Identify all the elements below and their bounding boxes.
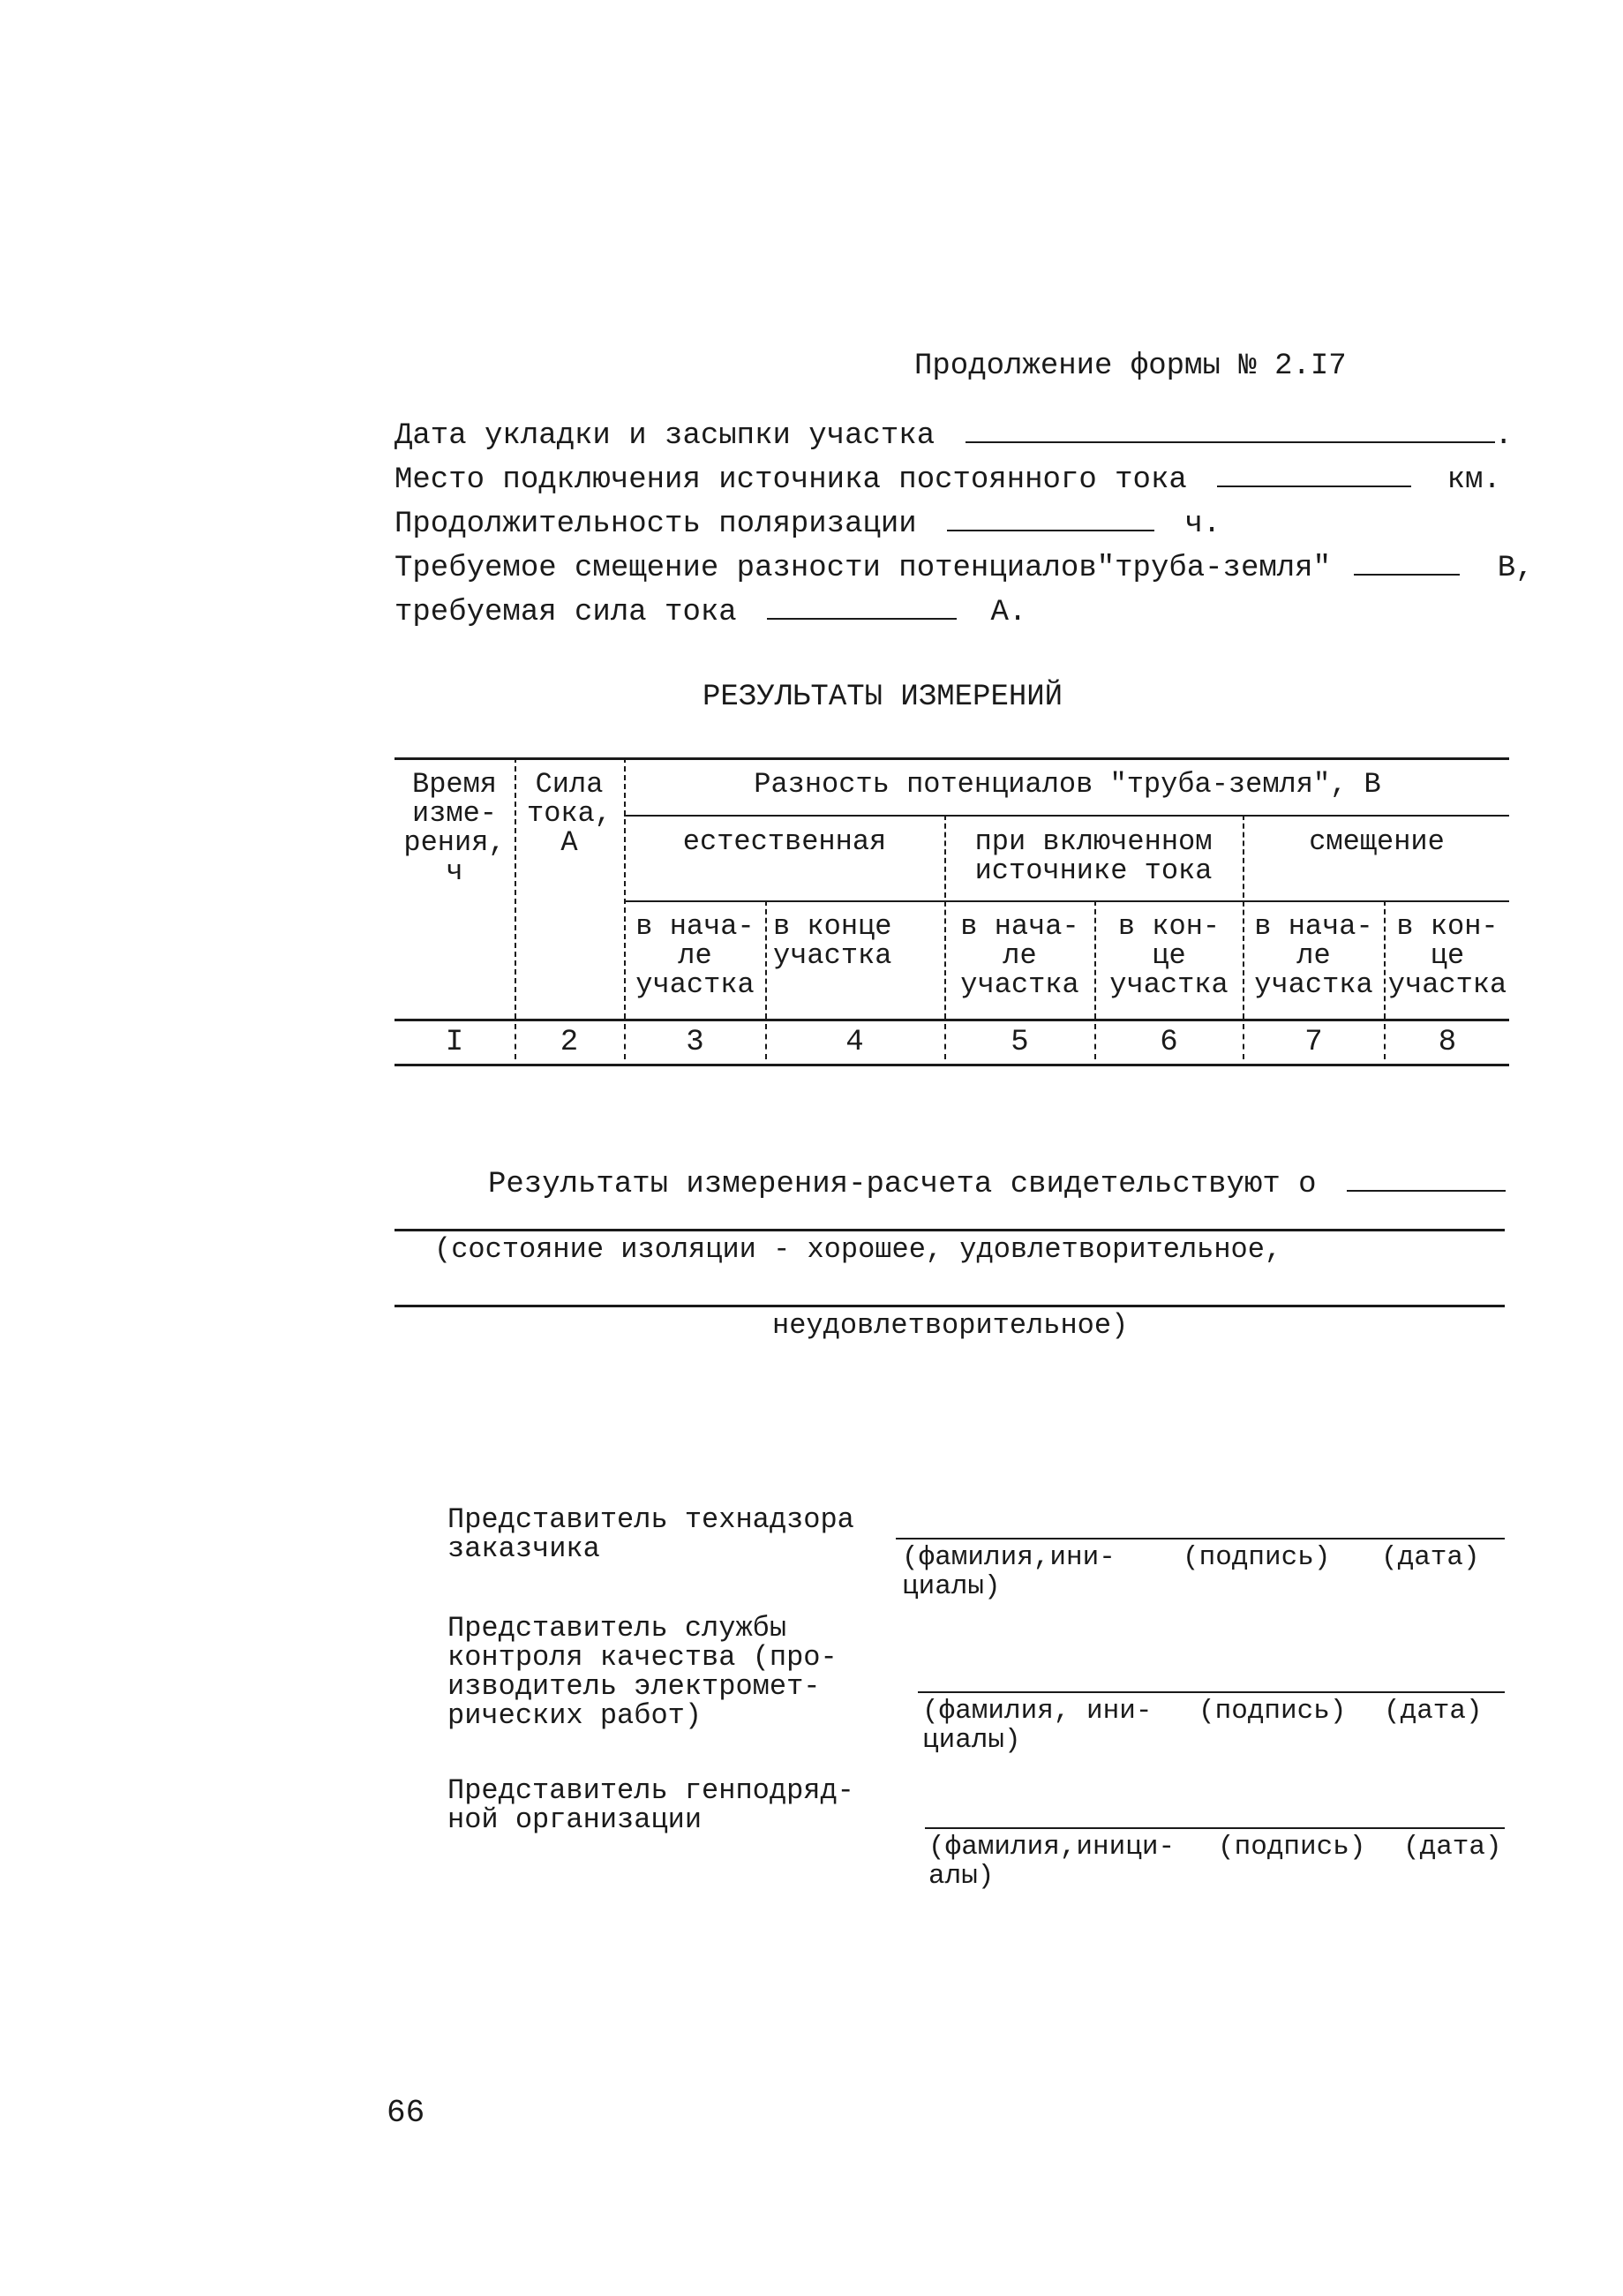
signature-line-quality[interactable]	[918, 1691, 1505, 1693]
field-connection-blank[interactable]	[1217, 459, 1411, 487]
signature-line-general-contractor[interactable]	[925, 1827, 1505, 1829]
conclusion-line-1[interactable]	[394, 1229, 1505, 1231]
signature-caption-date: (дата)	[1381, 1542, 1480, 1573]
field-duration-blank[interactable]	[947, 503, 1154, 531]
field-current-label: требуемая сила тока	[394, 596, 737, 629]
conclusion-caption-2: неудовлетворительное)	[772, 1309, 1129, 1342]
signature-label-quality: Представитель службы контроля качества (про- изводитель электромет- рических работ)	[447, 1612, 838, 1732]
table-header-source-on: при включенном источнике тока	[974, 825, 1213, 887]
field-duration-label: Продолжительность поляризации	[394, 508, 917, 541]
table-column-number: 5	[1011, 1026, 1029, 1059]
signature-caption-name: (фамилия,иници- алы)	[928, 1832, 1176, 1892]
signature-label-general-contractor: Представитель генподряд- ной организации	[447, 1774, 854, 1836]
page-number: 66	[387, 2095, 425, 2131]
table-header-shift-end: в кон- це участка	[1387, 910, 1507, 1001]
signature-label-customer: Представитель технадзора заказчика	[447, 1503, 854, 1565]
field-date-end: .	[1494, 419, 1513, 453]
signature-caption-sign: (подпись)	[1183, 1542, 1331, 1573]
signature-line-customer[interactable]	[896, 1538, 1505, 1539]
table-header-natural-start: в нача- ле участка	[635, 910, 755, 1001]
table-header-shift-start: в нача- ле участка	[1254, 910, 1373, 1001]
table-column-number: I	[445, 1026, 464, 1059]
table-rule-bottom	[394, 1064, 1509, 1066]
field-current-blank[interactable]	[767, 591, 957, 620]
field-potential-shift-unit: В,	[1497, 552, 1534, 585]
signature-caption-date: (дата)	[1384, 1696, 1483, 1727]
field-connection	[394, 459, 1501, 495]
table-rule-header-bottom	[394, 1019, 1509, 1021]
field-current	[394, 591, 1026, 628]
signature-caption-sign: (подпись)	[1218, 1832, 1366, 1863]
field-potential-shift-blank[interactable]	[1354, 547, 1460, 576]
form-continuation-header: Продолжение формы № 2.I7	[914, 350, 1347, 383]
table-header-source-end: в кон- це участка	[1109, 910, 1229, 1001]
field-current-unit: А.	[990, 596, 1027, 629]
table-column-number: 2	[560, 1026, 579, 1059]
table-rule-sub	[624, 900, 1509, 902]
table-rule-top	[394, 757, 1509, 760]
signature-caption-date: (дата)	[1403, 1832, 1502, 1863]
table-header-potential-difference: Разность потенциалов "труба-земля", В	[754, 768, 1381, 801]
table-header-shift: смещение	[1309, 825, 1445, 858]
table-header-natural-end: в конце участка	[773, 910, 892, 972]
signature-caption-sign: (подпись)	[1198, 1696, 1347, 1727]
signature-caption-name: (фамилия, ини- циалы)	[922, 1696, 1153, 1756]
table-header-time: Время изме- рения, ч	[403, 768, 506, 888]
field-potential-shift	[394, 547, 1534, 583]
table-header-source-start: в нача- ле участка	[960, 910, 1079, 1001]
table-header-current: Сила тока, А	[526, 768, 612, 859]
field-date-blank[interactable]	[966, 415, 1495, 443]
table-col-divider-3	[765, 900, 767, 1019]
table-rule-group	[624, 815, 1509, 817]
field-potential-shift-label: Требуемое смещение разности потенциалов"труба-земля"	[394, 552, 1331, 585]
field-connection-unit: км.	[1446, 463, 1501, 497]
conclusion-caption-1: (состояние изоляции - хорошее, удовлетворительное,	[434, 1233, 1282, 1266]
field-date	[394, 415, 1513, 451]
table-column-number: 8	[1438, 1026, 1457, 1059]
table-header-natural: естественная	[682, 825, 887, 858]
table-column-number: 7	[1304, 1026, 1323, 1059]
conclusion-blank[interactable]	[1347, 1163, 1506, 1192]
field-duration-unit: ч.	[1184, 508, 1221, 541]
table-column-number: 6	[1160, 1026, 1178, 1059]
conclusion-text: Результаты измерения-расчета свидетельствуют о	[488, 1168, 1317, 1201]
field-duration	[394, 503, 1221, 539]
signature-caption-name: (фамилия,ини- циалы)	[902, 1542, 1116, 1602]
table-column-number: 4	[845, 1026, 864, 1059]
conclusion-line-2[interactable]	[394, 1305, 1505, 1307]
field-connection-label: Место подключения источника постоянного тока	[394, 463, 1187, 497]
results-title: РЕЗУЛЬТАТЫ ИЗМЕРЕНИЙ	[703, 681, 1063, 714]
conclusion	[488, 1163, 1506, 1200]
table-column-number: 3	[686, 1026, 704, 1059]
field-date-label: Дата укладки и засыпки участка	[394, 419, 935, 453]
